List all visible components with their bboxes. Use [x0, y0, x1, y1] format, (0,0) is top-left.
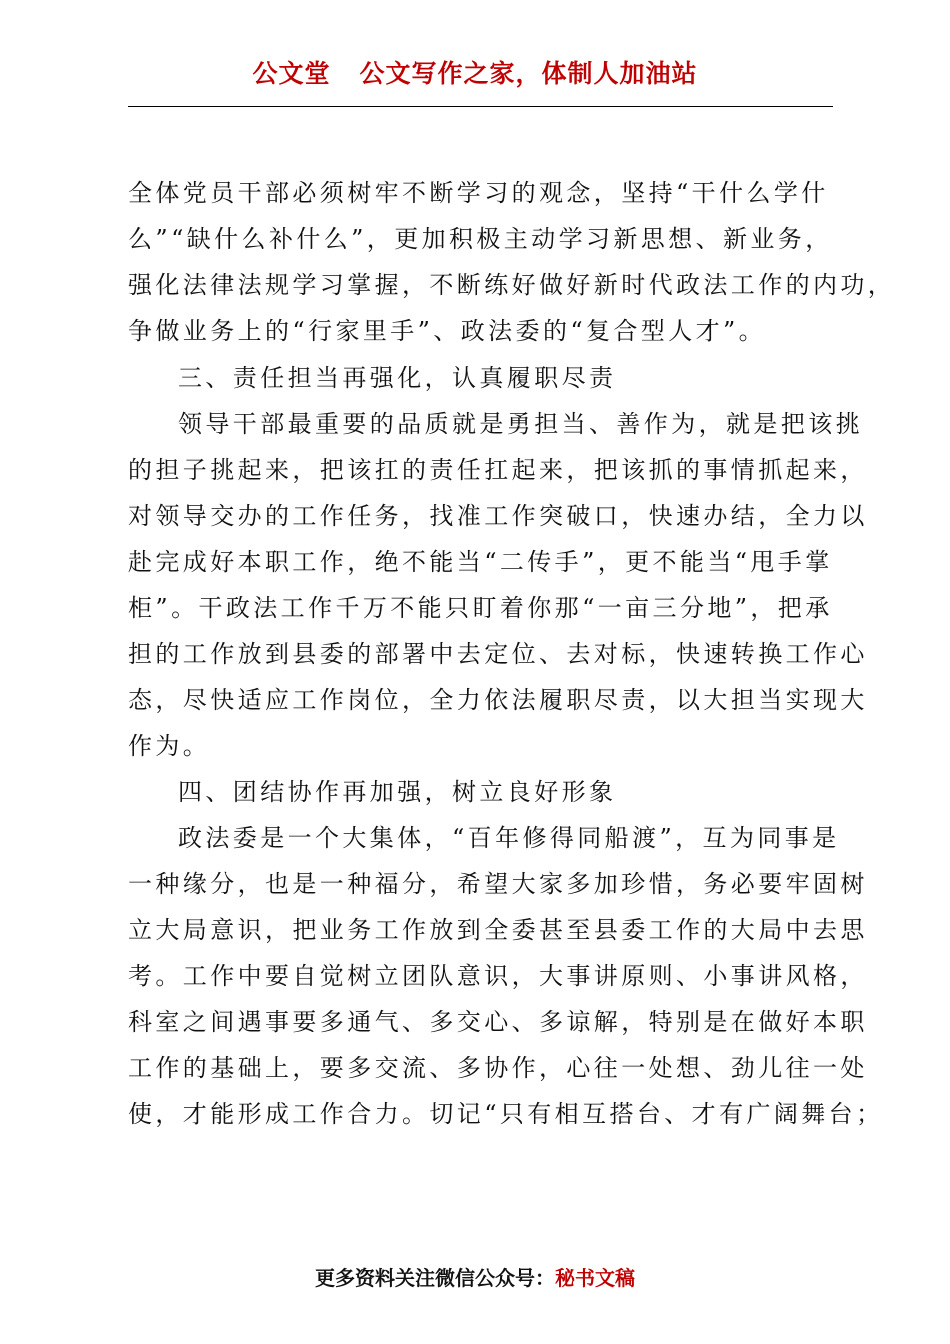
footer — [0, 1262, 950, 1291]
body-line: 全体党员干部必须树牢不断学习的观念，坚持“干什么学什 — [128, 179, 829, 207]
body-line: 柜”。干政法工作千万不能只盯着你那“一亩三分地”，把承 — [128, 594, 833, 622]
body-line: 领导干部最重要的品质就是勇担当、善作为，就是把该挑 — [178, 410, 863, 438]
body-line: 一种缘分，也是一种福分，希望大家多加珍惜，务必要牢固树 — [128, 870, 868, 898]
header-title: 公文堂 公文写作之家，体制人加油站 — [252, 59, 698, 88]
body-line: 态，尽快适应工作岗位，全力依法履职尽责，以大担当实现大 — [128, 686, 868, 714]
body-line: 政法委是一个大集体，“百年修得同船渡”，互为同事是 — [178, 824, 840, 852]
body-line: 科室之间遇事要多通气、多交心、多谅解，特别是在做好本职 — [128, 1008, 868, 1036]
body-line: 强化法律法规学习掌握，不断练好做好新时代政法工作的内功， — [128, 271, 896, 299]
body-line: 的担子挑起来，把该扛的责任扛起来，把该抓的事情抓起来， — [128, 456, 868, 484]
body-line: 作为。 — [128, 732, 211, 760]
body-line: 考。工作中要自觉树立团队意识，大事讲原则、小事讲风格， — [128, 962, 868, 990]
body-line: 么”“缺什么补什么”，更加积极主动学习新思想、新业务， — [128, 225, 833, 253]
body-line: 赴完成好本职工作，绝不能当“二传手”，更不能当“甩手掌 — [128, 548, 833, 576]
body-line: 工作的基础上，要多交流、多协作，心往一处想、劲儿往一处 — [128, 1054, 868, 1082]
section-heading: 四、团结协作再加强，树立良好形象 — [178, 778, 617, 806]
body-line: 担的工作放到县委的部署中去定位、去对标，快速转换工作心 — [128, 640, 868, 668]
footer-prefix: 更多资料关注微信公众号： — [315, 1266, 555, 1290]
body-line: 对领导交办的工作任务，找准工作突破口，快速办结，全力以 — [128, 502, 868, 530]
body-line: 争做业务上的“行家里手”、政法委的“复合型人才”。 — [128, 317, 767, 345]
body-line: 立大局意识，把业务工作放到全委甚至县委工作的大局中去思 — [128, 916, 868, 944]
section-heading: 三、责任担当再强化，认真履职尽责 — [178, 364, 617, 392]
footer-account-name: 秘书文稿 — [555, 1266, 635, 1290]
body-line: 使，才能形成工作合力。切记“只有相互搭台、才有广阔舞台； — [128, 1100, 884, 1128]
